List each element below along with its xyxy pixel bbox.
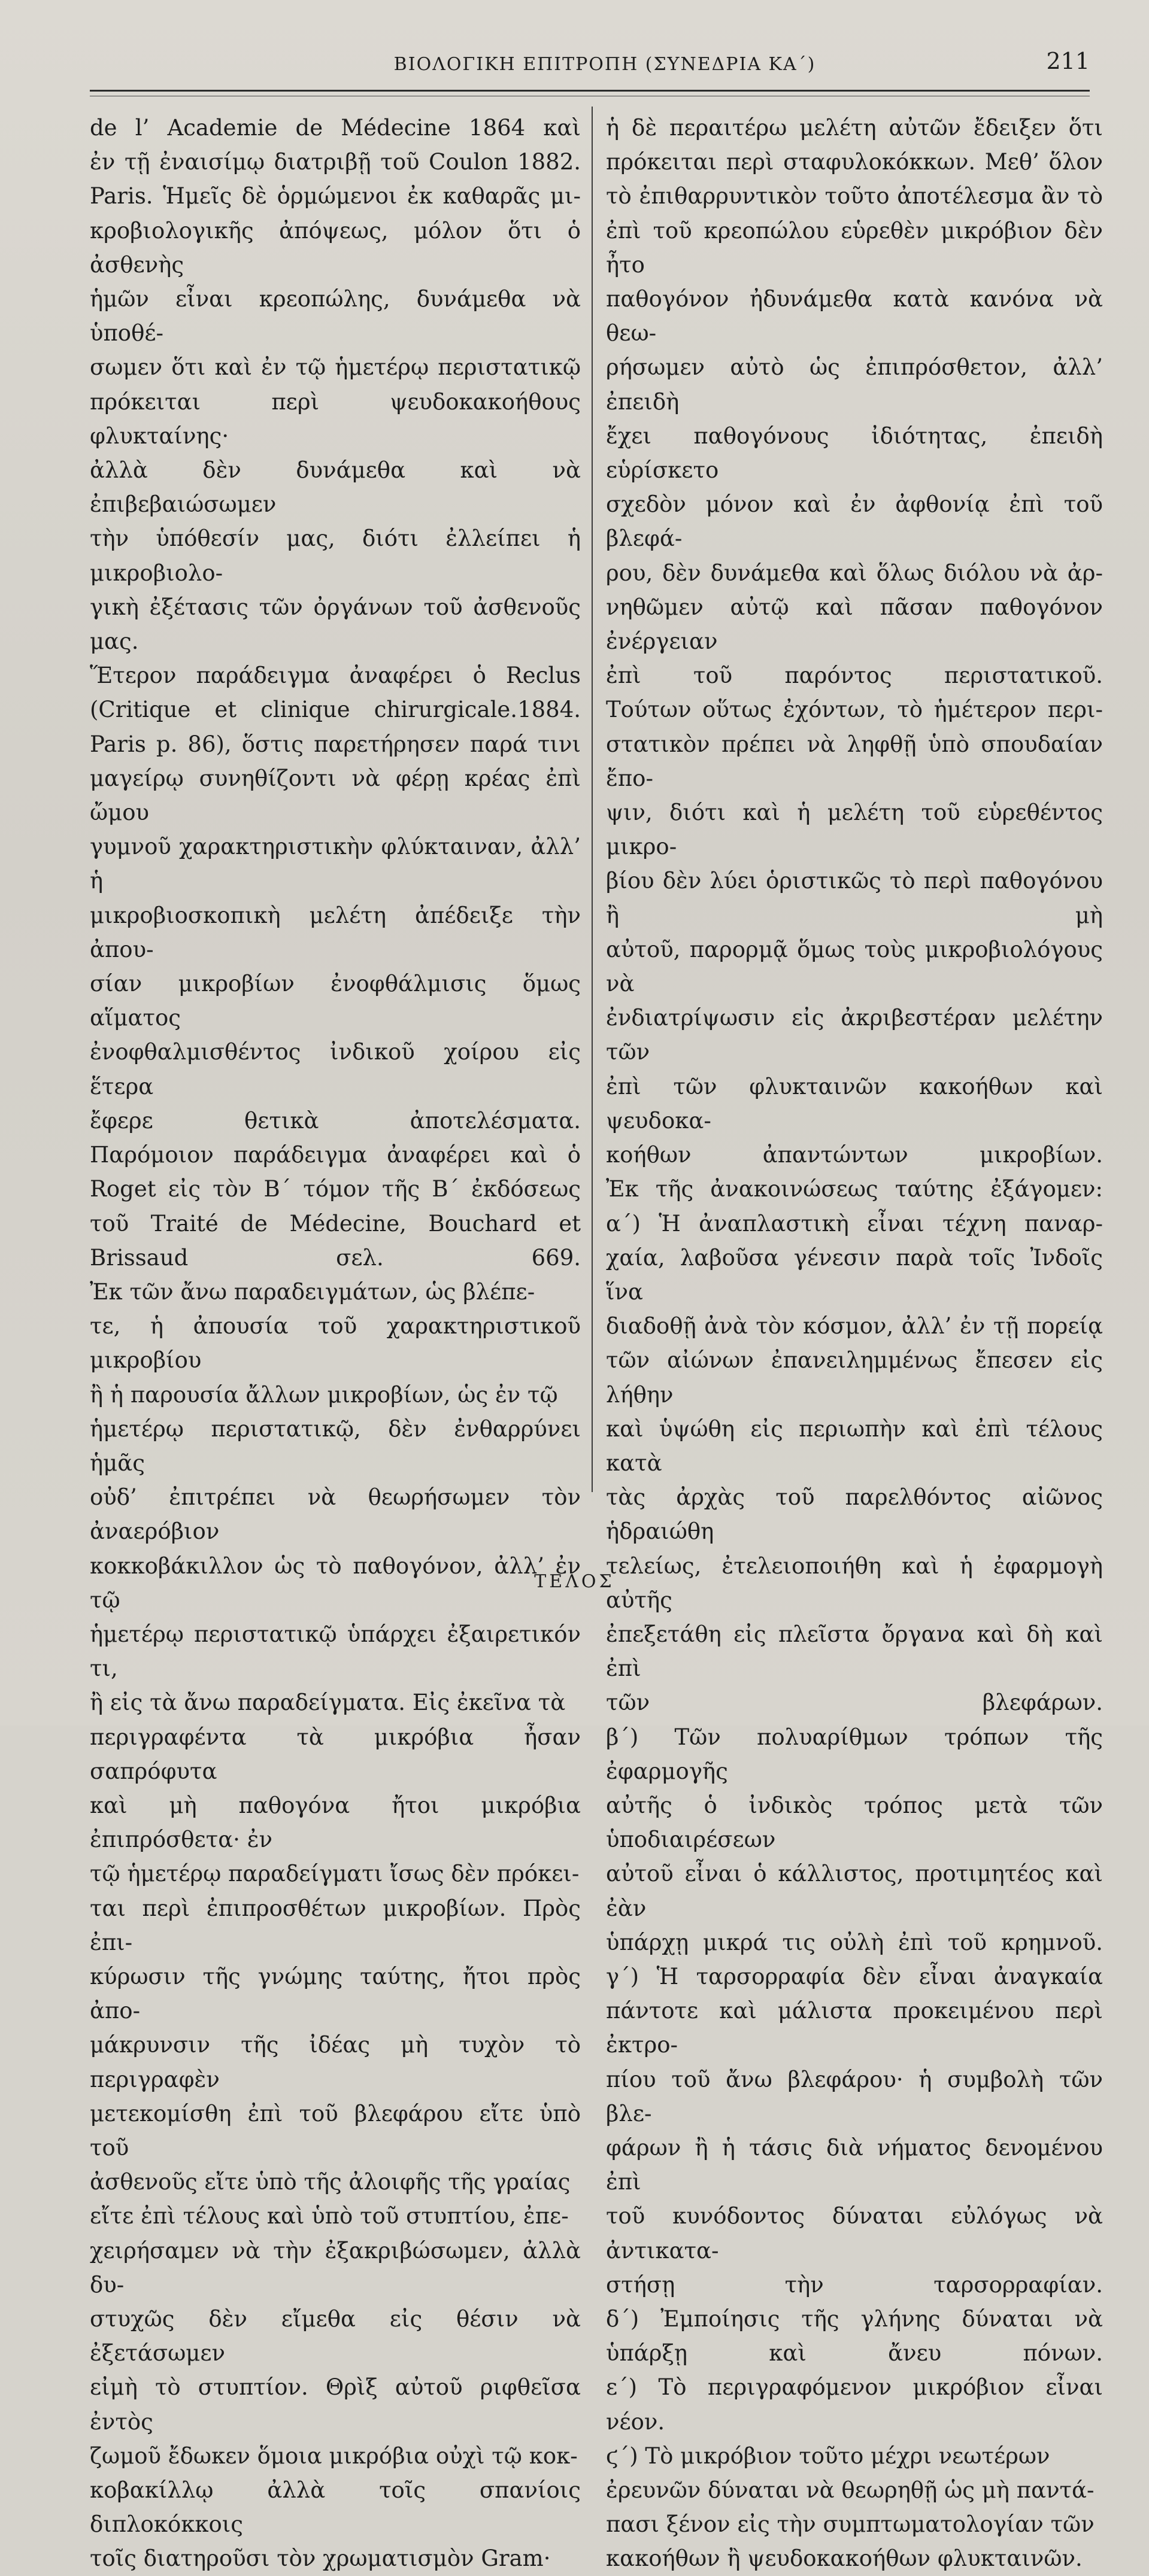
header-rule xyxy=(90,90,1090,92)
right-paragraph-4: α΄) Ἡ ἀναπλαστικὴ εἶναι τέχνη παναρ- χαία, λαβοῦσα γένεσιν παρὰ τοῖς Ἰνδοῖς ἵνα διαδοθῇ ἀνὰ τὸν κόσμον, ἀλλ’ ἐν τῇ πορείᾳ τῶν αἰώνων ἐπανειλημμένως ἔπεσεν εἰς λήθην καὶ ὑψώθη εἰς περιωπὴν καὶ ἐπὶ τέλους κατὰ τὰς ἀρχὰς τοῦ παρελθόντος αἰῶνος ἡδραιώθη τελείως, ἐτελειοποιήθη καὶ ἡ ἐφαρμογὴ αὐτῆς ἐπεξετάθη εἰς πλεῖστα ὄργανα καὶ δὴ καὶ ἐπὶ τῶν βλεφάρων. xyxy=(606,1210,1103,1716)
end-mark: ΤΕΛΟΣ xyxy=(534,1571,615,1592)
right-paragraph-7: δ΄) Ἐμποίησις τῆς γλήνης δύναται νὰ ὑπάρξῃ καὶ ἄνευ πόνων. xyxy=(606,2306,1103,2367)
right-paragraph-1: ἡ δὲ περαιτέρω μελέτη αὐτῶν ἔδειξεν ὅτι πρόκειται περὶ σταφυλοκόκκων. Μεθ’ ὅλον τὸ ἐπιθαρρυντικὸν τοῦτο ἀποτέλεσμα ἂν τὸ ἐπὶ τοῦ κρεοπώλου εὑρεθὲν μικρόβιον δὲν ἦτο παθογόνον ἠδυνάμεθα κατὰ κανόνα νὰ θεω- ρήσωμεν αὐτὸ ὡς ἐπιπρόσθετον, ἀλλ’ ἐπειδὴ ἔχει παθογόνους ἰδιότητας, ἐπειδὴ εὑρίσκετο σχεδὸν μόνον καὶ ἐν ἀφθονίᾳ ἐπὶ τοῦ βλεφά- ρου, δὲν δυνάμεθα καὶ ὅλως διόλου νὰ ἀρ- νηθῶμεν αὐτῷ καὶ πᾶσαν παθογόνον ἐνέργειαν ἐπὶ τοῦ παρόντος περιστατικοῦ. xyxy=(606,115,1103,689)
left-paragraph-4: Ἐκ τῶν ἄνω παραδειγμάτων, ὡς βλέπε- τε, ἡ ἀπουσία τοῦ χαρακτηριστικοῦ μικροβίου ἢ ἡ παρουσία ἄλλων μικροβίων, ὡς ἐν τῷ ἡμετέρῳ περιστατικῷ, δὲν ἐνθαρρύνει ἡμᾶς οὐδ’ ἐπιτρέπει νὰ θεωρήσωμεν τὸν ἀναερόβιον κοκκοβάκιλλον ὡς τὸ παθογόνον, ἀλλ’ ἐν τῷ ἡμετέρῳ περιστατικῷ ὑπάρχει ἐξαιρετικόν τι, ἢ εἰς τὰ ἄνω παραδείγματα. Εἰς ἐκεῖνα τὰ περιγραφέντα τὰ μικρόβια ἦσαν σαπρόφυτα καὶ μὴ παθογόνα ἤτοι μικρόβια ἐπιπρόσθετα· ἐν τῷ ἡμετέρῳ παραδείγματι ἴσως δὲν πρόκει- ται περὶ ἐπιπροσθέτων μικροβίων. Πρὸς ἐπι- κύρωσιν τῆς γνώμης ταύτης, ἤτοι πρὸς ἀπο- μάκρυνσιν τῆς ἰδέας μὴ τυχὸν τὸ περιγραφὲν μετεκομίσθη ἐπὶ τοῦ βλεφάρου εἴτε ὑπὸ τοῦ ἀσθενοῦς εἴτε ὑπὸ τῆς ἀλοιφῆς τῆς γραίας εἴτε ἐπὶ τέλους καὶ ὑπὸ τοῦ στυπτίου, ἐπε- χειρήσαμεν νὰ τὴν ἐξακριβώσωμεν, ἀλλὰ δυ- στυχῶς δὲν εἴμεθα εἰς θέσιν νὰ ἐξετάσωμεν εἰμὴ τὸ στυπτίον. Θρὶξ αὐτοῦ ριφθεῖσα ἐντὸς ζωμοῦ ἔδωκεν ὅμοια μικρόβια οὐχὶ τῷ κοκ- κοβακίλλῳ ἀλλὰ τοῖς σπανίοις διπλοκόκκοις τοῖς διατηροῦσι τὸν χρωματισμὸν Gram· xyxy=(90,1278,581,2572)
left-column xyxy=(90,111,581,2576)
running-title: ΒΙΟΛΟΓΙΚΗ ΕΠΙΤΡΟΠΗ (ΣΥΝΕΔΡΙΑ ΚΑ΄) xyxy=(393,54,816,75)
left-paragraph-2: Ἕτερον παράδειγμα ἀναφέρει ὁ Reclus (Critique et clinique chirurgicale.1884. Paris p. 86), ὅστις παρετήρησεν παρά τινι μαγείρῳ συνηθίζοντι νὰ φέρῃ κρέας ἐπὶ ὤμου γυμνοῦ χαρακτηριστικὴν φλύκταιναν, ἀλλ’ ἡ μικροβιοσκοπικὴ μελέτη ἀπέδειξε τὴν ἀπου- σίαν μικροβίων ἐνοφθάλμισις ὅμως αἵματος ἐνοφθαλμισθέντος ἰνδικοῦ χοίρου εἰς ἕτερα ἔφερε θετικὰ ἀποτελέσματα. xyxy=(90,663,581,1134)
right-paragraph-6: γ΄) Ἡ ταρσορραφία δὲν εἶναι ἀναγκαία πάντοτε καὶ μάλιστα προκειμένου περὶ ἐκτρο- πίου τοῦ ἄνω βλεφάρου· ἡ συμβολὴ τῶν βλε- φάρων ἢ ἡ τάσις διὰ νήματος δενομένου ἐπὶ τοῦ κυνόδοντος δύναται εὐλόγως νὰ ἀντικατα- στήσῃ τὴν ταρσορραφίαν. xyxy=(606,1963,1103,2298)
left-paragraph-1: de l’ Academie de Médecine 1864 καὶ ἐν τῇ ἐναισίμῳ διατριβῇ τοῦ Coulon 1882. Paris. Ἡμεῖς δὲ ὁρμώμενοι ἐκ καθαρᾶς μι- κροβιολογικῆς ἀπόψεως, μόλον ὅτι ὁ ἀσθενὴς ἡμῶν εἶναι κρεοπώλης, δυνάμεθα νὰ ὑποθέ- σωμεν ὅτι καὶ ἐν τῷ ἡμετέρῳ περιστατικῷ πρόκειται περὶ ψευδοκακοήθους φλυκταίνης· ἀλλὰ δὲν δυνάμεθα καὶ νὰ ἐπιβεβαιώσωμεν τὴν ὑπόθεσίν μας, διότι ἐλλείπει ἡ μικροβιολο- γικὴ ἐξέτασις τῶν ὀργάνων τοῦ ἀσθενοῦς μας. xyxy=(90,115,581,655)
right-paragraph-2: Τούτων οὕτως ἐχόντων, τὸ ἡμέτερον περι- στατικὸν πρέπει νὰ ληφθῇ ὑπὸ σπουδαίαν ἔπο- ψιν, διότι καὶ ἡ μελέτη τοῦ εὑρεθέντος μικρο- βίου δὲν λύει ὁριστικῶς τὸ περὶ παθογόνου ἢ μὴ αὐτοῦ, παρορμᾷ ὅμως τοὺς μικροβιολόγους νὰ ἐνδιατρίψωσιν εἰς ἀκριβεστέραν μελέτην τῶν ἐπὶ τῶν φλυκταινῶν κακοήθων καὶ ψευδοκα- κοήθων ἀπαντώντων μικροβίων. xyxy=(606,697,1103,1168)
right-paragraph-8: ε΄) Τὸ περιγραφόμενον μικρόβιον εἶναι νέον. xyxy=(606,2374,1103,2435)
right-paragraph-3: Ἐκ τῆς ἀνακοινώσεως ταύτης ἐξάγομεν: xyxy=(606,1176,1103,1202)
column-divider xyxy=(592,107,593,1492)
running-head xyxy=(0,43,1149,85)
right-column xyxy=(606,111,1103,2576)
left-paragraph-3: Παρόμοιον παράδειγμα ἀναφέρει καὶ ὁ Roget εἰς τὸν Β΄ τόμον τῆς Β΄ ἐκδόσεως τοῦ Traité de Médecine, Bouchard et Brissaud σελ. 669. xyxy=(90,1142,581,1271)
right-paragraph-9: ϛ΄) Τὸ μικρόβιον τοῦτο μέχρι νεωτέρων ἐρευνῶν δύναται νὰ θεωρηθῇ ὡς μὴ παντά- πασι ξένον εἰς τὴν συμπτωματολογίαν τῶν κακοήθων ἢ ψευδοκακοήθων φλυκταινῶν. xyxy=(606,2443,1095,2572)
right-paragraph-5: β΄) Τῶν πολυαρίθμων τρόπων τῆς ἐφαρμογῆς αὐτῆς ὁ ἰνδικὸς τρόπος μετὰ τῶν ὑποδιαιρέσεων αὐτοῦ εἶναι ὁ κάλλιστος, προτιμητέος καὶ ἐὰν ὑπάρχῃ μικρά τις οὐλὴ ἐπὶ τοῦ κρημνοῦ. xyxy=(606,1724,1103,1955)
page-number: 211 xyxy=(1046,48,1090,74)
